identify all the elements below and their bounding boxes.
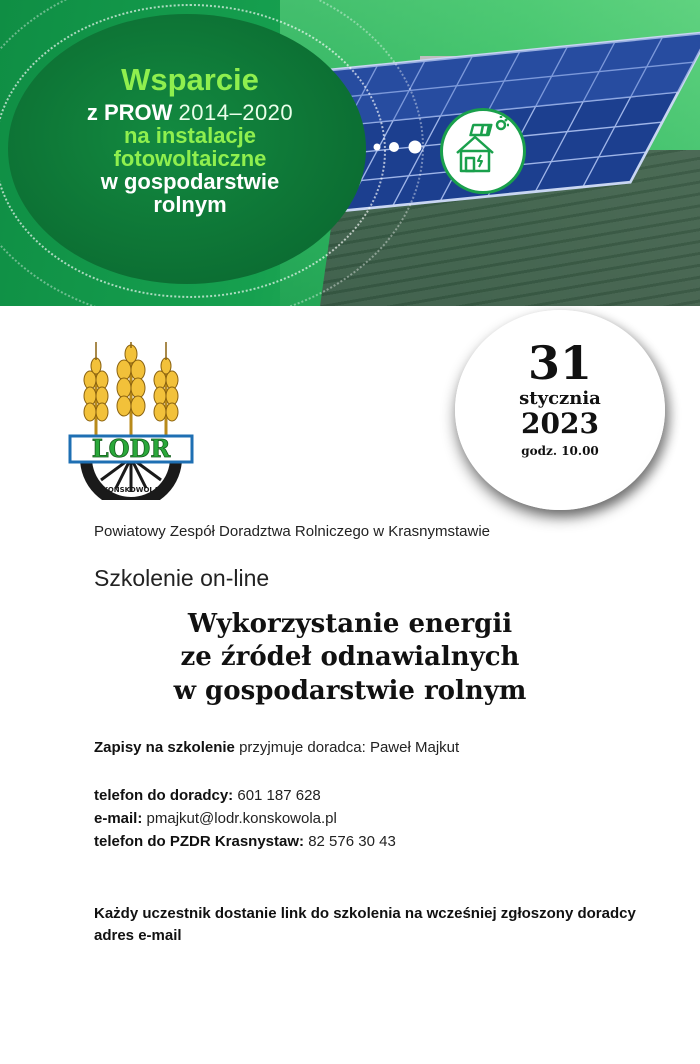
contact-phone-office	[94, 833, 396, 850]
training-type: Szkolenie on-line	[94, 565, 270, 591]
banner-line-6: rolnym	[153, 191, 227, 217]
date-content	[455, 336, 665, 459]
date-badge	[455, 310, 665, 510]
banner-years: 2014–2020	[178, 99, 294, 125]
organizer-name: Powiatowy Zespół Doradztwa Rolniczego w Krasnymstawie	[94, 523, 490, 540]
banner-line-3: na instalacje	[123, 122, 257, 148]
contact-value[interactable]: 82 576 30 43	[308, 833, 396, 850]
contact-email	[94, 810, 337, 827]
banner-title	[30, 64, 350, 216]
banner-dots-icon	[370, 140, 430, 154]
banner-line-5: w gospodarstwie	[100, 168, 280, 194]
date-year: 2023	[521, 407, 599, 440]
contact-label: telefon do doradcy:	[94, 787, 234, 804]
participant-note: Każdy uczestnik dostanie link do szkolenia na wcześniej zgłoszony doradcy adres e-mail	[94, 905, 636, 944]
date-time: godz. 10.00	[521, 444, 599, 459]
title-line-1: Wykorzystanie energii	[187, 609, 513, 639]
contact-phone-advisor	[94, 787, 321, 804]
wheat-icon	[84, 342, 178, 440]
house-solar-icon	[440, 108, 526, 194]
title-line-2: ze źródeł odnawialnych	[180, 642, 520, 673]
contact-label: telefon do PZDR Krasnystaw:	[94, 833, 305, 850]
logo-subtitle: KOŃSKOWOLA	[102, 486, 160, 494]
date-day: 31	[527, 336, 592, 390]
banner-line-2	[30, 101, 350, 124]
title-line-3: w gospodarstwie rolnym	[173, 675, 527, 706]
date-month: stycznia	[519, 388, 601, 409]
registration-info	[94, 739, 459, 756]
header-banner	[0, 0, 700, 306]
lodr-logo	[66, 340, 196, 500]
registration-label: Zapisy na szkolenie	[94, 739, 235, 756]
banner-line-4: fotowoltaiczne	[113, 145, 267, 171]
registration-text: przyjmuje doradca: Paweł Majkut	[239, 739, 460, 756]
training-title	[60, 608, 640, 708]
contact-label: e-mail:	[94, 810, 143, 827]
banner-prow: z PROW	[86, 99, 173, 125]
banner-line-1: Wsparcie	[121, 62, 259, 97]
contact-value[interactable]: 601 187 628	[237, 787, 321, 804]
email-link[interactable]: pmajkut@lodr.konskowola.pl	[146, 810, 337, 827]
logo-name: LODR	[91, 434, 171, 463]
